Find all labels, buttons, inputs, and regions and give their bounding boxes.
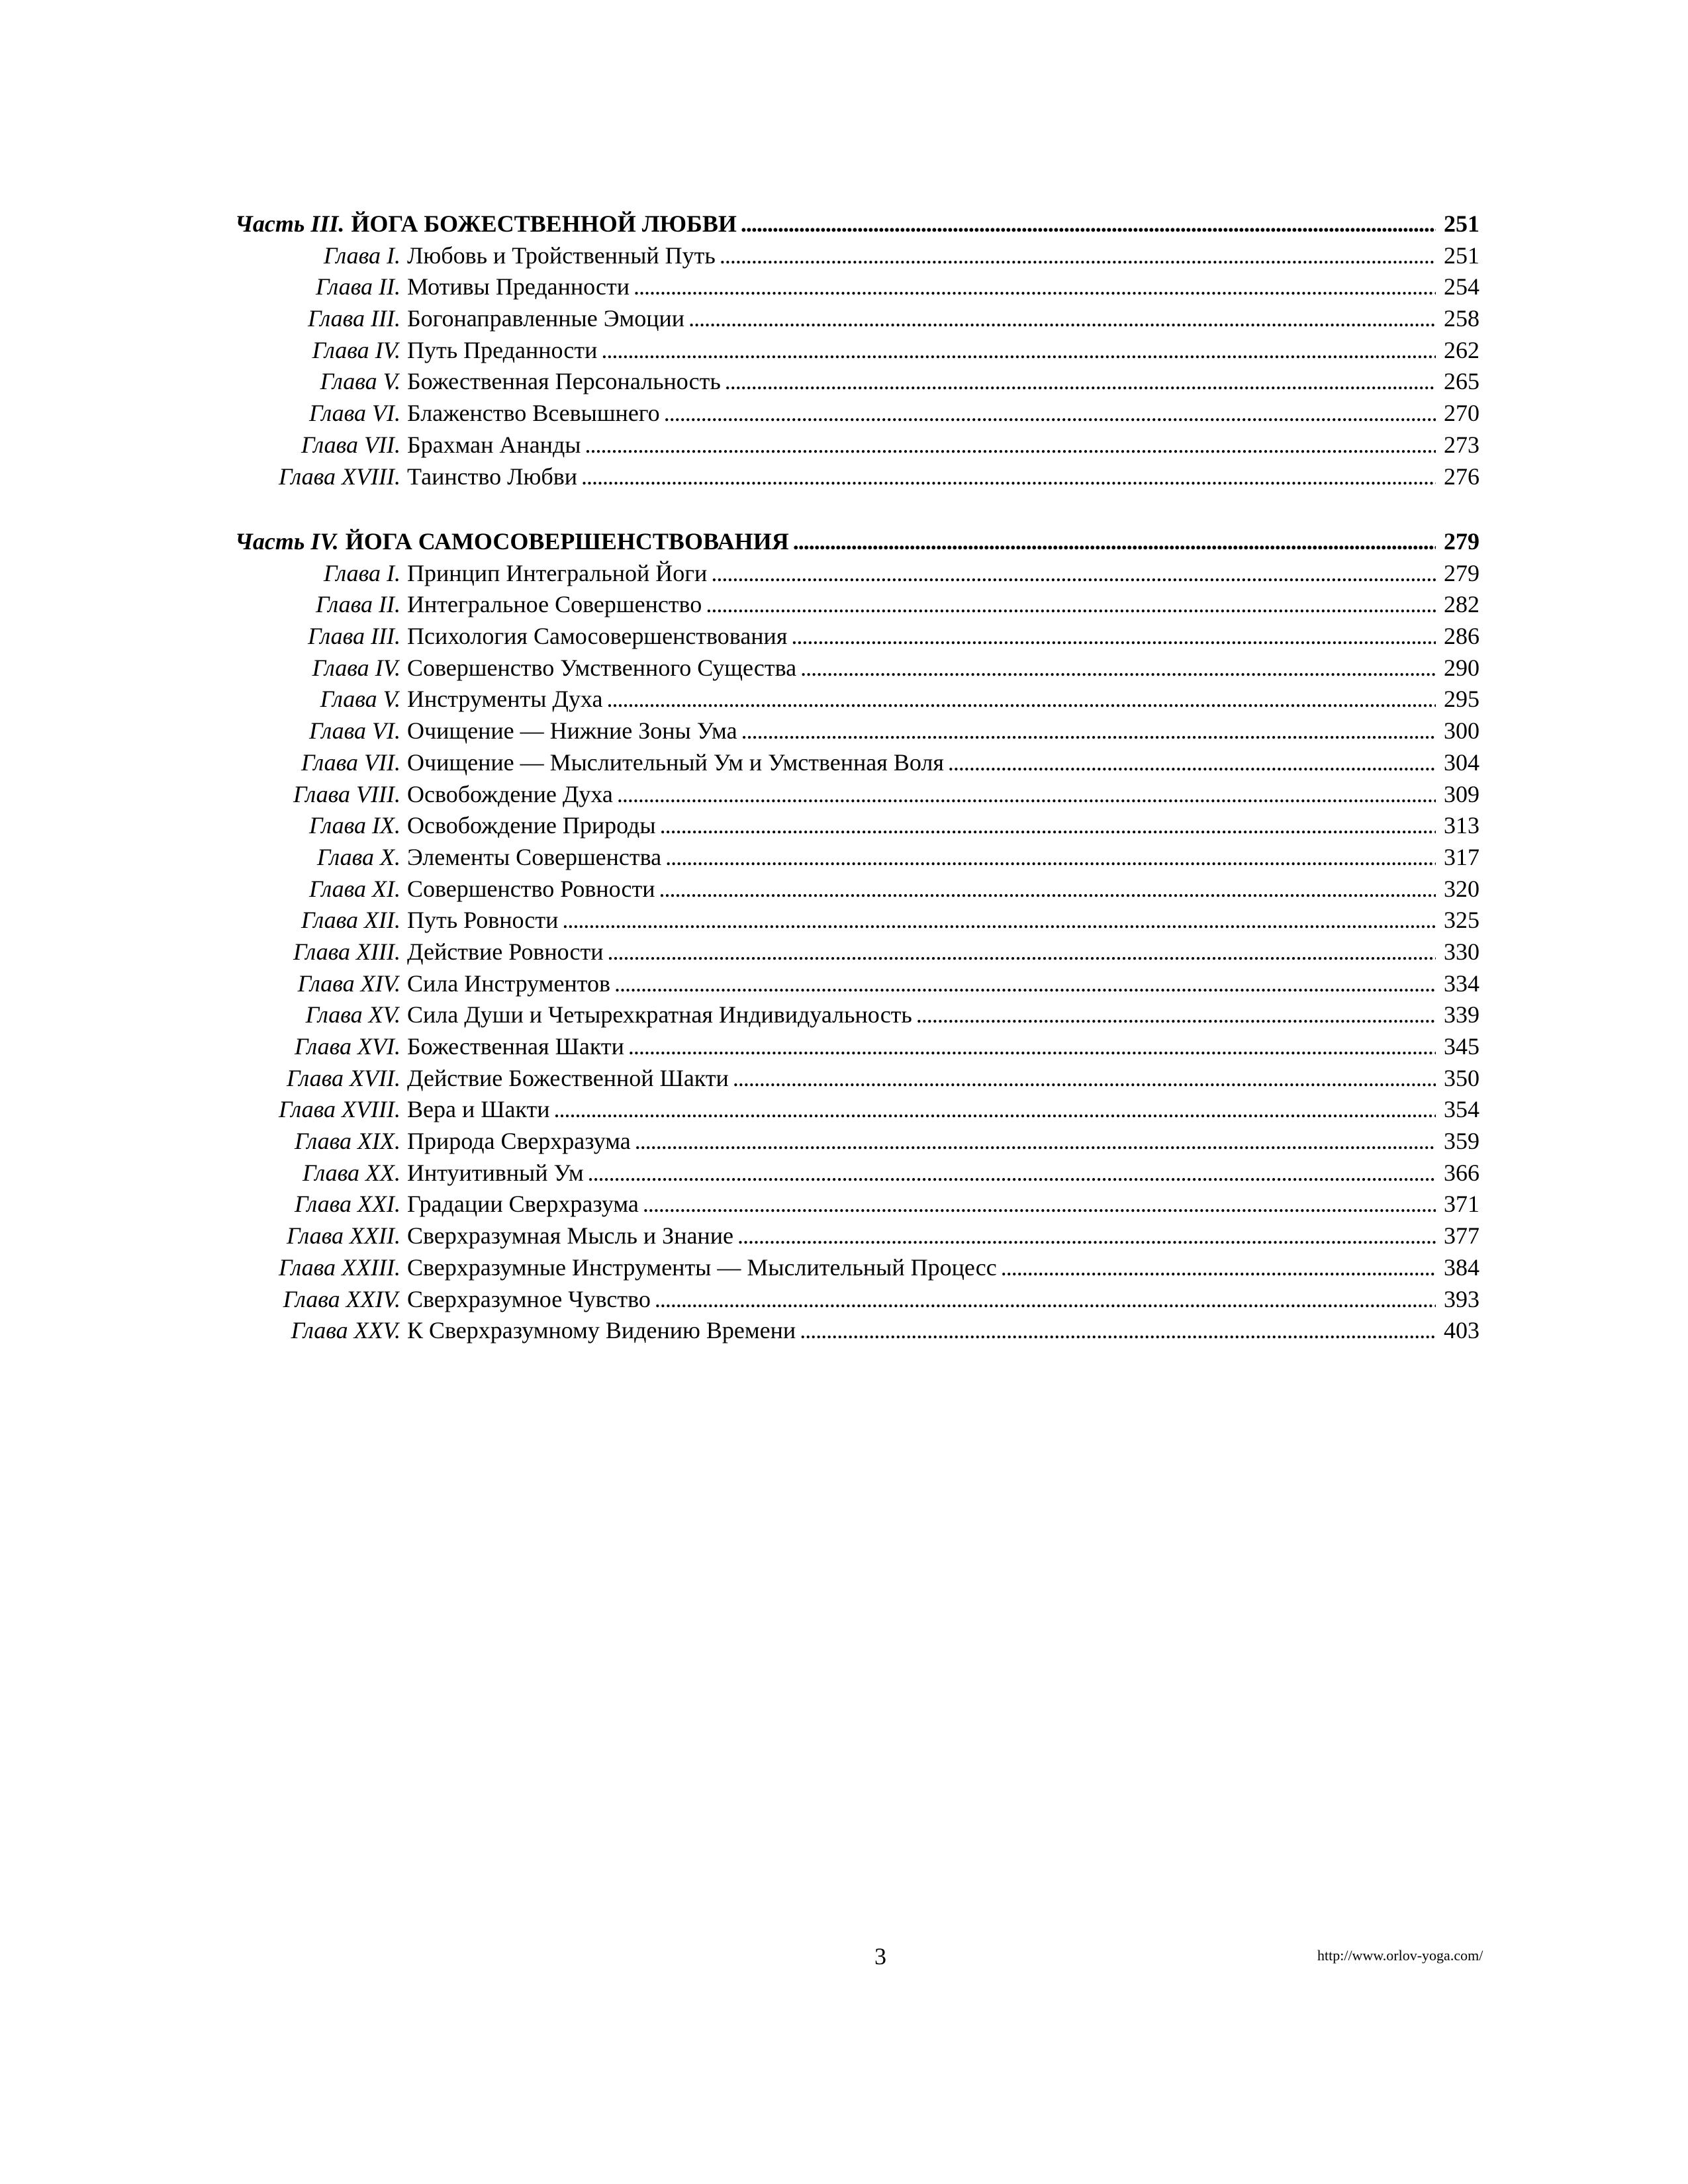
chapter-label: Глава VII. [301,431,400,458]
chapter-label: Глава IV. [312,654,400,681]
toc-chapter-row[interactable] [235,1094,1479,1126]
chapter-title: Божественная Шакти [407,1033,624,1060]
chapter-title: Вера и Шакти [407,1096,550,1123]
chapter-page-number: 262 [1444,336,1479,363]
chapter-page-number: 354 [1444,1096,1479,1123]
chapter-label: Глава II. [315,273,400,300]
toc-chapter-row[interactable] [235,240,1479,272]
toc-chapter-row[interactable] [235,968,1479,1000]
dot-leader [1001,1252,1436,1284]
chapter-title: Блаженство Всевышнего [407,400,660,427]
chapter-title: Освобождение Природы [407,812,656,839]
dot-leader [725,366,1436,398]
dot-leader [741,208,1436,240]
toc-chapter-row[interactable] [235,1252,1479,1284]
chapter-title: Принцип Интегральной Йоги [407,559,708,586]
toc-part-heading[interactable] [235,526,1479,558]
chapter-page-number: 279 [1444,559,1479,586]
chapter-title: Путь Преданности [407,336,598,363]
footer-url[interactable]: http://www.orlov-yoga.com/ [1317,1947,1483,1964]
chapter-page-number: 384 [1444,1253,1479,1281]
chapter-page-number: 304 [1444,749,1479,776]
dot-leader [733,1063,1436,1095]
part-page-number: 279 [1444,528,1479,555]
chapter-page-number: 286 [1444,623,1479,650]
toc-chapter-row[interactable] [235,621,1479,653]
dot-leader [660,810,1436,842]
toc-chapter-row[interactable] [235,715,1479,747]
dot-leader [791,621,1436,653]
chapter-page-number: 366 [1444,1159,1479,1186]
chapter-label: Глава XXI. [294,1191,400,1218]
toc-chapter-row[interactable] [235,366,1479,398]
dot-leader [665,842,1436,874]
chapter-page-number: 359 [1444,1128,1479,1155]
chapter-title: Освобождение Духа [407,780,613,807]
chapter-title: Элементы Совершенства [407,843,662,870]
chapter-title: Сила Души и Четырехкратная Индивидуальность [407,1001,912,1028]
dot-leader [664,398,1436,430]
chapter-label: Глава IV. [312,336,400,363]
chapter-title: Действие Божественной Шакти [407,1064,729,1091]
chapter-title: Брахман Ананды [407,431,581,458]
chapter-title: Богонаправленные Эмоции [407,305,685,332]
dot-leader [688,303,1436,335]
chapter-page-number: 339 [1444,1001,1479,1028]
chapter-label: Глава VII. [301,749,400,776]
chapter-title: Очищение — Мыслительный Ум и Умственная Воля [407,749,944,776]
page-number: 3 [874,1943,886,1970]
chapter-page-number: 320 [1444,875,1479,902]
toc-chapter-row[interactable] [235,874,1479,905]
dot-leader [554,1094,1436,1126]
chapter-title: Совершенство Ровности [407,875,655,902]
chapter-title: Очищение — Нижние Зоны Ума [407,717,737,745]
chapter-page-number: 309 [1444,780,1479,807]
chapter-label: Глава XVIII. [278,1096,400,1123]
chapter-page-number: 295 [1444,686,1479,713]
dot-leader [633,271,1436,303]
toc-part-3 [235,208,1479,492]
chapter-page-number: 273 [1444,431,1479,458]
toc-chapter-row[interactable] [235,905,1479,936]
toc-chapter-row[interactable] [235,398,1479,430]
toc-chapter-row[interactable] [235,461,1479,493]
chapter-label: Глава XV. [305,1001,400,1028]
dot-leader [601,335,1436,367]
chapter-label: Глава III. [307,305,400,332]
chapter-title: Интегральное Совершенство [407,591,702,618]
chapter-page-number: 334 [1444,970,1479,997]
chapter-title: Действие Ровности [407,938,604,965]
chapter-title: Сверхразумные Инструменты — Мыслительный Процесс [407,1253,997,1281]
chapter-page-number: 251 [1444,242,1479,269]
chapter-label: Глава XI. [308,875,400,902]
toc-chapter-row[interactable] [235,271,1479,303]
chapter-label: Глава XIII. [293,938,400,965]
chapter-page-number: 371 [1444,1191,1479,1218]
toc-chapter-row[interactable] [235,1063,1479,1095]
dot-leader [588,1158,1436,1189]
dot-leader [614,968,1436,1000]
toc-chapter-list [235,240,1479,493]
toc-chapter-row[interactable] [235,558,1479,590]
chapter-page-number: 330 [1444,938,1479,965]
chapter-label: Глава I. [323,559,400,586]
dot-leader [607,936,1436,968]
chapter-label: Глава X. [316,843,400,870]
toc-chapter-row[interactable] [235,999,1479,1031]
toc-chapter-row[interactable] [235,1158,1479,1189]
toc-chapter-row[interactable] [235,589,1479,621]
dot-leader [800,1315,1436,1347]
dot-leader [916,999,1436,1031]
chapter-label: Глава XII. [301,907,400,934]
chapter-title: Любовь и Тройственный Путь [407,242,716,269]
chapter-title: Путь Ровности [407,907,559,934]
chapter-title: Мотивы Преданности [407,273,630,300]
toc-chapter-row[interactable] [235,1220,1479,1252]
toc-chapter-row[interactable] [235,1126,1479,1158]
dot-leader [659,874,1436,905]
chapter-page-number: 377 [1444,1222,1479,1250]
part-title: ЙОГА БОЖЕСТВЕННОЙ ЛЮБВИ [351,210,737,237]
chapter-title: Совершенство Умственного Существа [407,654,797,681]
dot-leader [741,715,1436,747]
chapter-label: Глава XX. [302,1159,400,1186]
toc-chapter-row[interactable] [235,1031,1479,1063]
dot-leader [655,1284,1436,1316]
chapter-label: Глава XVII. [286,1064,400,1091]
dot-leader [606,684,1436,715]
chapter-label: Глава VIII. [293,780,400,807]
part-title: ЙОГА САМОСОВЕРШЕНСТВОВАНИЯ [345,528,789,555]
chapter-title: К Сверхразумному Видению Времени [407,1317,796,1344]
chapter-label: Глава II. [315,591,400,618]
chapter-page-number: 282 [1444,591,1479,618]
chapter-page-number: 276 [1444,463,1479,490]
chapter-label: Глава V. [320,686,400,713]
chapter-label: Глава III. [307,623,400,650]
dot-leader [737,1220,1436,1252]
chapter-page-number: 317 [1444,843,1479,870]
dot-leader [711,558,1436,590]
chapter-page-number: 254 [1444,273,1479,300]
chapter-title: Сверхразумное Чувство [407,1285,651,1312]
dot-leader [793,526,1436,558]
part-label: Часть IV. [235,528,339,555]
chapter-label: Глава XIV. [297,970,400,997]
chapter-label: Глава VI. [308,717,400,745]
dot-leader [643,1189,1436,1220]
dot-leader [617,779,1436,811]
chapter-label: Глава XVIII. [278,463,400,490]
toc-chapter-row[interactable] [235,335,1479,367]
dot-leader [635,1126,1436,1158]
chapter-title: Интуитивный Ум [407,1159,584,1186]
dot-leader [948,747,1436,779]
dot-leader [800,653,1436,684]
toc-chapter-row[interactable] [235,684,1479,715]
toc-chapter-row[interactable] [235,779,1479,811]
dot-leader [628,1031,1436,1063]
dot-leader [581,461,1436,493]
chapter-label: Глава XXV. [291,1317,400,1344]
chapter-page-number: 403 [1444,1317,1479,1344]
chapter-title: Сверхразумная Мысль и Знание [407,1222,733,1250]
chapter-label: Глава VI. [308,400,400,427]
part-label: Часть III. [235,210,345,237]
chapter-label: Глава XXIII. [278,1253,400,1281]
chapter-title: Природа Сверхразума [407,1128,631,1155]
chapter-label: Глава XVI. [294,1033,400,1060]
chapter-label: Глава XIX. [294,1128,400,1155]
chapter-title: Таинство Любви [407,463,577,490]
toc-chapter-list [235,558,1479,1347]
chapter-label: Глава I. [323,242,400,269]
chapter-title: Сила Инструментов [407,970,610,997]
part-page-number: 251 [1444,210,1479,237]
toc-chapter-row[interactable] [235,810,1479,842]
dot-leader [706,589,1436,621]
toc-part-4 [235,526,1479,1347]
dot-leader [562,905,1436,936]
chapter-page-number: 393 [1444,1285,1479,1312]
chapter-page-number: 265 [1444,368,1479,395]
chapter-title: Психология Самосовершенствования [407,623,788,650]
chapter-page-number: 258 [1444,305,1479,332]
chapter-page-number: 325 [1444,907,1479,934]
chapter-label: Глава V. [320,368,400,395]
toc-chapter-row[interactable] [235,1284,1479,1316]
toc-chapter-row[interactable] [235,653,1479,684]
dot-leader [585,430,1436,461]
chapter-title: Инструменты Духа [407,686,603,713]
dot-leader [720,240,1436,272]
chapter-title: Божественная Персональность [407,368,721,395]
toc-chapter-row[interactable] [235,430,1479,461]
chapter-page-number: 290 [1444,654,1479,681]
toc-chapter-row[interactable] [235,1315,1479,1347]
toc-chapter-row[interactable] [235,1189,1479,1220]
chapter-title: Градации Сверхразума [407,1191,639,1218]
toc-chapter-row[interactable] [235,842,1479,874]
toc-part-heading[interactable] [235,208,1479,240]
toc-chapter-row[interactable] [235,303,1479,335]
chapter-page-number: 270 [1444,400,1479,427]
toc-chapter-row[interactable] [235,747,1479,779]
chapter-page-number: 345 [1444,1033,1479,1060]
chapter-page-number: 313 [1444,812,1479,839]
chapter-label: Глава XXII. [286,1222,400,1250]
chapter-page-number: 300 [1444,717,1479,745]
toc-chapter-row[interactable] [235,936,1479,968]
chapter-page-number: 350 [1444,1064,1479,1091]
chapter-label: Глава XXIV. [283,1285,400,1312]
chapter-label: Глава IX. [308,812,400,839]
